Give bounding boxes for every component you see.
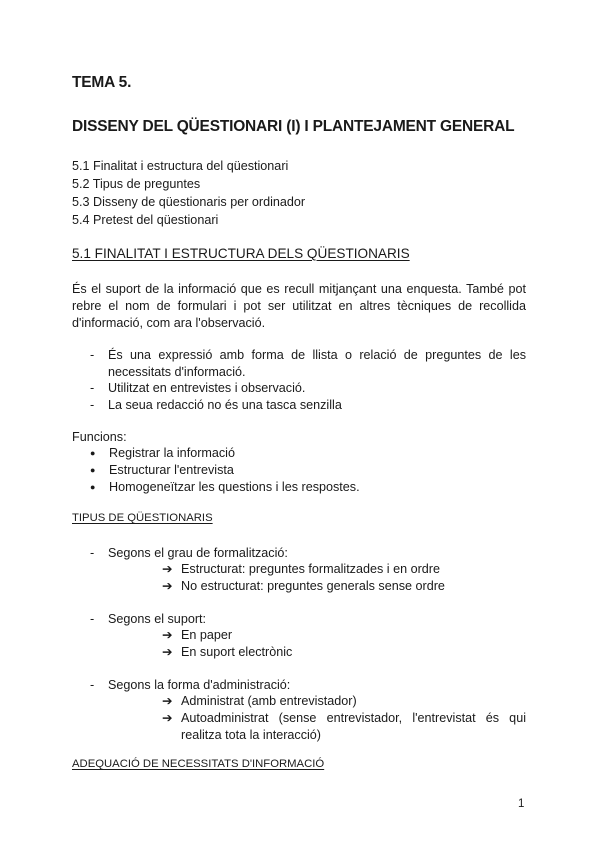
- arrow-item: [162, 627, 526, 644]
- paragraph-line: d'informació, com ara l'observació.: [72, 316, 266, 330]
- arrow-item: [162, 578, 526, 595]
- bullet-item: [90, 445, 526, 462]
- bullet-item-text: Registrar la informació: [109, 446, 235, 460]
- arrow-icon: ➔: [162, 711, 173, 725]
- arrow-item: [162, 710, 526, 744]
- dash-list-item: [90, 611, 526, 628]
- dash-list-item: [90, 677, 526, 694]
- document-title: TEMA 5.: [72, 74, 132, 91]
- toc-item: 5.3 Disseny de qüestionaris per ordinador: [72, 195, 306, 209]
- dash-marker: -: [90, 546, 95, 560]
- paragraph-line: rebre el nom de formulari i pot ser utilitzat en altres tècniques de recollida: [72, 299, 526, 313]
- arrow-item-text: Estructurat: preguntes formalitzades i en ordre: [181, 562, 440, 576]
- section-heading: 5.1 FINALITAT I ESTRUCTURA DELS QÜESTIONARIS: [72, 246, 410, 261]
- arrow-item: [162, 561, 526, 578]
- arrow-icon: ➔: [162, 579, 173, 593]
- bullet-marker: ●: [90, 448, 96, 458]
- dash-list-item: [90, 380, 526, 397]
- dash-marker: -: [90, 398, 95, 412]
- dash-list-item: [90, 545, 526, 562]
- dash-marker: -: [90, 678, 95, 692]
- page-number: 1: [518, 798, 525, 810]
- toc-item: 5.4 Pretest del qüestionari: [72, 213, 219, 227]
- dash-list-item: [90, 347, 526, 381]
- arrow-item-text: Administrat (amb entrevistador): [181, 694, 357, 708]
- arrow-icon: ➔: [162, 694, 173, 708]
- bullet-marker: ●: [90, 465, 96, 475]
- group-label: Segons la forma d'administració:: [108, 678, 291, 692]
- arrow-icon: ➔: [162, 645, 173, 659]
- group-label: Segons el suport:: [108, 612, 207, 626]
- dash-item-text: Utilitzat en entrevistes i observació.: [108, 381, 306, 395]
- dash-item-text: És una expressió amb forma de llista o relació de preguntes de les necessitats d'informació.: [108, 348, 526, 379]
- subsection-heading: ADEQUACIÓ DE NECESSITATS D'INFORMACIÓ: [72, 758, 325, 770]
- bullet-item-text: Estructurar l'entrevista: [109, 463, 234, 477]
- paragraph-line: És el suport de la informació que es recull mitjançant una enquesta. També pot: [72, 282, 526, 296]
- dash-list-item: [90, 397, 526, 414]
- intro-paragraph: [72, 281, 526, 332]
- arrow-item-text: Autoadministrat (sense entrevistador, l'entrevistat és qui realitza tota la interacció): [181, 711, 526, 742]
- dash-marker: -: [90, 348, 95, 362]
- bullet-item: [90, 479, 526, 496]
- arrow-icon: ➔: [162, 562, 173, 576]
- subsection-heading: TIPUS DE QÜESTIONARIS: [72, 512, 213, 524]
- funcions-label: Funcions:: [72, 430, 127, 444]
- arrow-item-text: En paper: [181, 628, 233, 642]
- dash-marker: -: [90, 612, 95, 626]
- bullet-marker: ●: [90, 482, 96, 492]
- arrow-item-text: No estructurat: preguntes generals sense ordre: [181, 579, 445, 593]
- arrow-item: [162, 644, 526, 661]
- toc-item: 5.2 Tipus de preguntes: [72, 177, 201, 191]
- arrow-icon: ➔: [162, 628, 173, 642]
- bullet-item-text: Homogeneïtzar les questions i les respostes.: [109, 480, 360, 494]
- arrow-item-text: En suport electrònic: [181, 645, 293, 659]
- group-label: Segons el grau de formalització:: [108, 546, 288, 560]
- dash-item-text: La seua redacció no és una tasca senzilla: [108, 398, 342, 412]
- toc-item: 5.1 Finalitat i estructura del qüestionari: [72, 159, 289, 173]
- arrow-item: [162, 693, 526, 710]
- document-subtitle: DISSENY DEL QÜESTIONARI (I) I PLANTEJAMENT GENERAL: [72, 118, 515, 135]
- dash-marker: -: [90, 381, 95, 395]
- bullet-item: [90, 462, 526, 479]
